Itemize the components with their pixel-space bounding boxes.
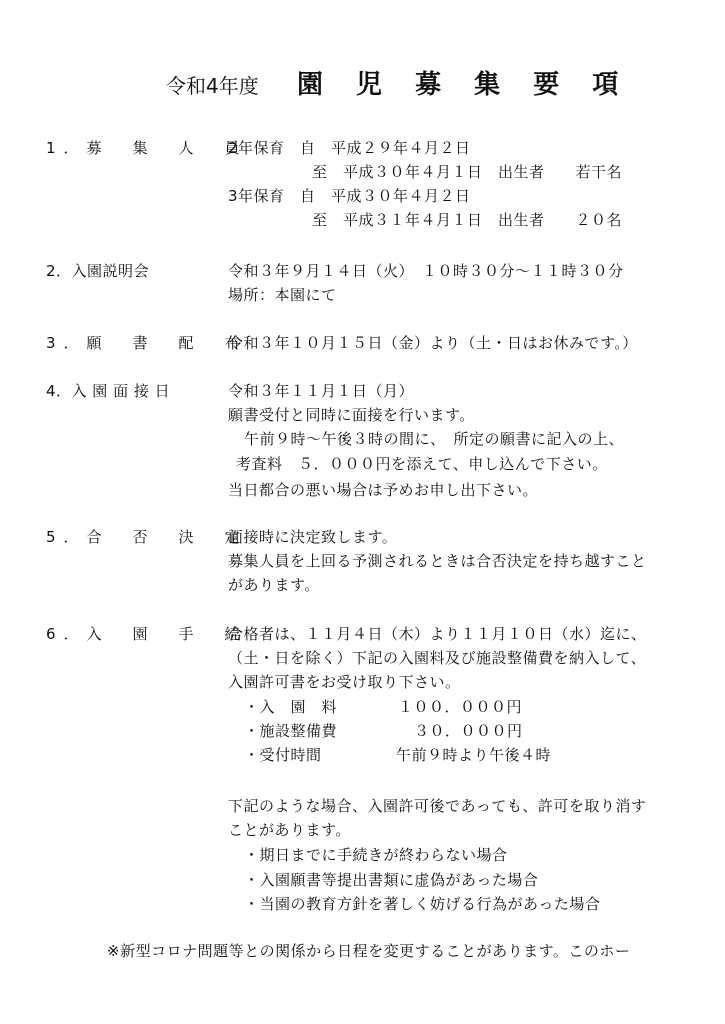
revocation-bullet-2: ・入園願書等提出書類に虚偽があった場合 — [244, 871, 539, 889]
section-5-line-2: 募集人員を上回る予測されるときは合否決定を持ち越すこと — [228, 552, 647, 570]
section-6-heading: 6．入 園 手 続 — [46, 625, 248, 643]
section-1-line-2: 至 平成３０年４月１日 出生者 若干名 — [312, 163, 623, 181]
fee-facility-value: ３０．０００円 — [414, 722, 523, 740]
revocation-bullet-3: ・当園の教育方針を著しく妨げる行為があった場合 — [244, 895, 601, 913]
section-3-line-1: 令和３年１０月１５日（金）より（土・日はお休みです。） — [228, 334, 638, 352]
revocation-note-line-2: ことがあります。 — [228, 821, 351, 839]
section-1-line-1: 2年保育 自 平成２９年４月２日 — [228, 139, 471, 157]
reception-hours-label: ・受付時間 — [244, 746, 322, 764]
section-6-line-1: 合格者は、１１月４日（木）より１１月１０日（水）迄に、 — [228, 625, 647, 643]
title-year: 令和4年度 — [166, 74, 259, 98]
footer-note: ※新型コロナ問題等との関係から日程を変更することがあります。このホー — [107, 942, 631, 960]
section-4-line-4: 考査料 ５．０００円を添えて、申し込んで下さい。 — [236, 455, 608, 473]
section-2-line-2: 場所：本園にて — [228, 286, 337, 304]
section-2-line-1: 令和３年９月１４日（火） １０時３０分～１１時３０分 — [228, 262, 624, 280]
section-4-line-2: 願書受付と同時に面接を行います。 — [228, 406, 475, 424]
section-6-line-3: 入園許可書をお受け取り下さい。 — [228, 673, 461, 691]
reception-hours-value: 午前９時より午後４時 — [396, 746, 552, 764]
section-1-line-4: 至 平成３１年４月１日 出生者 ２０名 — [312, 211, 623, 229]
section-4-line-1: 令和３年１１月１日（月） — [228, 382, 415, 400]
fee-entrance-value: １００．０００円 — [398, 698, 523, 716]
revocation-note-line-1: 下記のような場合、入園許可後であっても、許可を取り消す — [228, 797, 647, 815]
section-3-heading: 3．願 書 配 布 — [46, 334, 248, 352]
section-1-heading: 1．募 集 人 員 — [46, 139, 248, 157]
section-5-line-3: があります。 — [228, 576, 320, 594]
fee-facility-label: ・施設整備費 — [244, 722, 338, 740]
fee-entrance-label: ・入 園 料 — [244, 698, 338, 716]
section-1-line-3: 3年保育 自 平成３０年４月２日 — [228, 187, 471, 205]
section-4-line-3: 午前９時～午後３時の間に、 所定の願書に記入の上、 — [244, 430, 625, 448]
section-6-line-2: （土・日を除く）下記の入園料及び施設整備費を納入して、 — [228, 649, 647, 667]
section-4-heading: 4．入 園 面 接 日 — [46, 382, 171, 400]
section-4-line-5: 当日都合の悪い場合は予めお申し出下さい。 — [228, 481, 539, 499]
page-title: 園 児 募 集 要 項 — [297, 70, 631, 100]
revocation-bullet-1: ・期日までに手続きが終わらない場合 — [244, 846, 508, 864]
section-5-heading: 5．合 否 決 定 — [46, 528, 248, 546]
section-2-heading: 2．入園説明会 — [46, 262, 150, 280]
section-5-line-1: 面接時に決定致します。 — [228, 528, 398, 546]
